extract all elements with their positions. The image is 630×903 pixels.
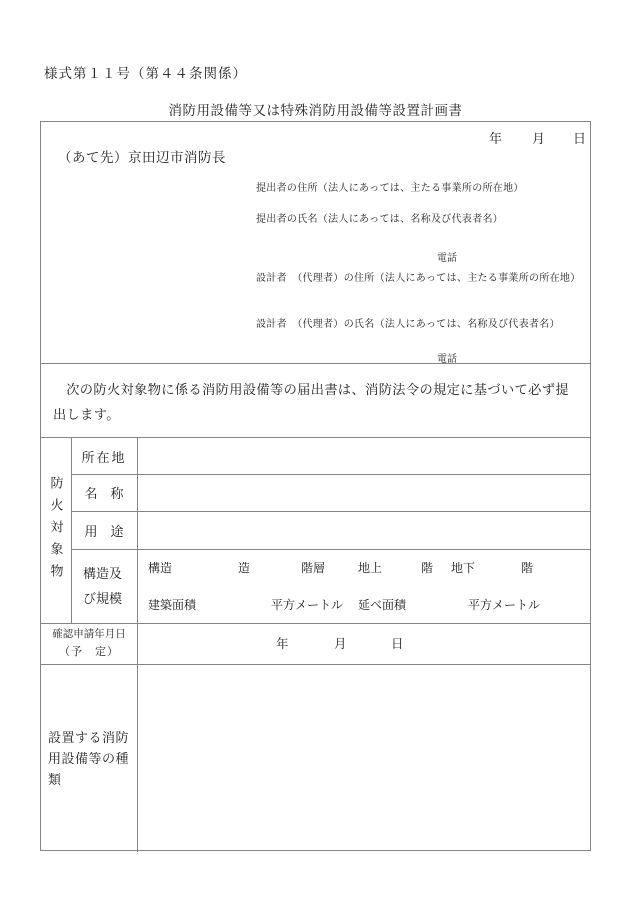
- below-floor-unit-label: 階: [521, 561, 534, 575]
- details-table: [41, 438, 590, 852]
- designer-address-label: 設計者 （代理者）の住所（法人にあっては、主たる事業所の所在地）: [256, 273, 581, 284]
- building-area-label: 建築面積: [148, 598, 197, 612]
- use-value-cell: [137, 511, 592, 549]
- fire-object-group-label: 防火対象物: [48, 475, 64, 586]
- equipment-type-label: 設置する消防用設備等の種類: [48, 729, 130, 787]
- form-number: 様式第１１号（第４４条関係）: [44, 66, 247, 81]
- location-label: 所在地: [81, 449, 127, 465]
- form-border-box: [40, 121, 591, 851]
- structure-scale-value-cell: [137, 549, 592, 623]
- date-year-label: 年: [489, 131, 503, 146]
- construction-unit-label: 造: [238, 561, 251, 575]
- fire-object-group-cell: [41, 438, 71, 623]
- confirm-month-label: 月: [334, 637, 347, 651]
- floors-label: 階層: [301, 561, 326, 575]
- location-value-cell: [137, 438, 592, 474]
- equipment-type-label-cell: [41, 664, 137, 852]
- phone-label-1: 電話: [437, 253, 457, 264]
- submitter-name-label: 提出者の氏名（法人にあっては、名称及び代表者名）: [256, 214, 504, 225]
- name-value-cell: [137, 474, 592, 511]
- structure-label: 構造: [148, 561, 173, 575]
- submitter-address-label: 提出者の住所（法人にあっては、主たる事業所の所在地）: [256, 183, 524, 194]
- phone-label-2: 電話: [437, 354, 457, 365]
- confirm-day-label: 日: [391, 637, 404, 651]
- date-month-label: 月: [532, 131, 546, 146]
- confirmation-date-value-cell: [137, 623, 592, 664]
- designer-name-label: 設計者 （代理者）の氏名（法人にあっては、名称及び代表者名）: [256, 319, 560, 330]
- below-ground-label: 地下: [451, 561, 476, 575]
- name-label: 名 称: [84, 486, 124, 501]
- use-label: 用 途: [84, 523, 124, 539]
- header-section: [41, 122, 590, 364]
- above-ground-label: 地上: [358, 561, 383, 575]
- confirm-year-label: 年: [276, 637, 289, 651]
- date-day-label: 日: [573, 131, 587, 146]
- confirmation-date-planned-label: （予 定）: [59, 646, 119, 658]
- equipment-type-value-cell: [137, 664, 592, 852]
- confirmation-date-label-cell: [41, 623, 137, 664]
- total-area-unit-label: 平方メートル: [468, 598, 541, 612]
- addressee: （あて先）京田辺市消防長: [58, 150, 226, 165]
- building-area-unit-label: 平方メートル: [271, 598, 344, 612]
- structure-scale-label: 構造及び規模: [83, 566, 123, 606]
- notice-paragraph: 次の防火対象物に係る消防用設備等の届出書は、消防法令の規定に基づいて必ず提出します。: [41, 364, 590, 438]
- document-title: 消防用設備等又は特殊消防用設備等設置計画書: [168, 103, 463, 118]
- above-floor-unit-label: 階: [421, 561, 434, 575]
- total-area-label: 延べ面積: [358, 598, 407, 612]
- confirmation-date-label: 確認申請年月日: [52, 629, 126, 640]
